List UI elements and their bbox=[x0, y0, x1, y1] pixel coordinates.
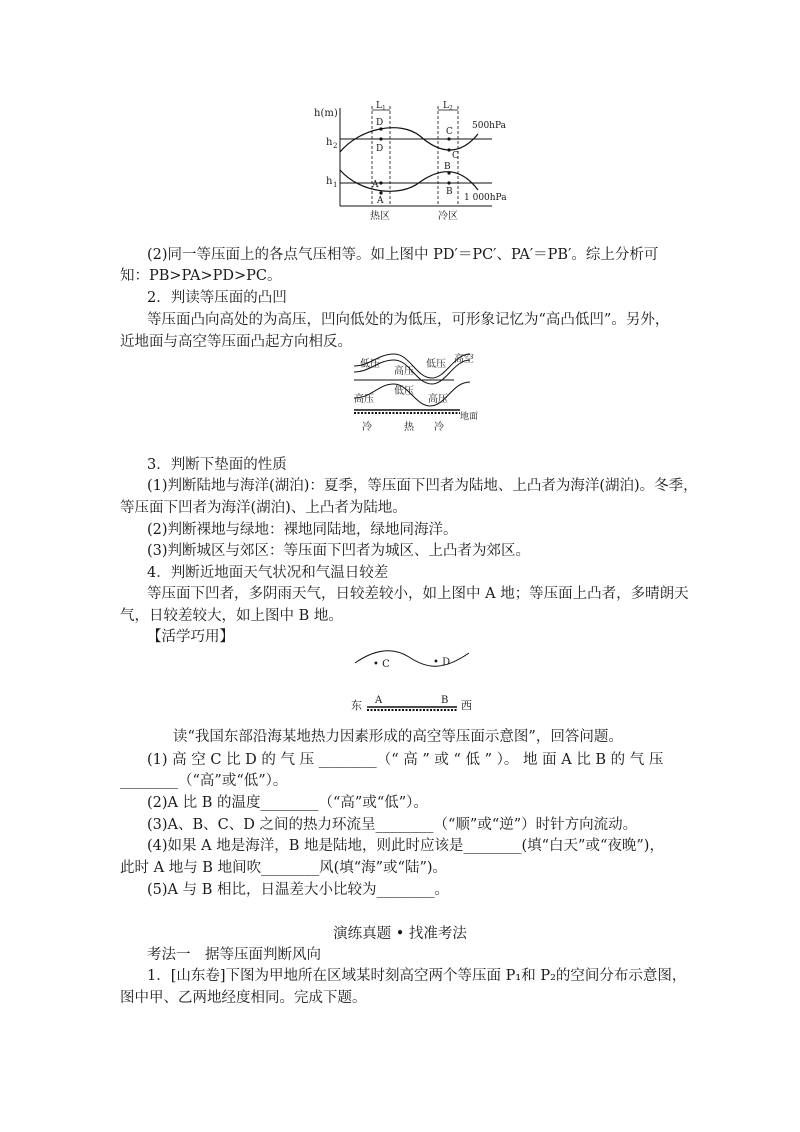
heading-3: 3．判断下垫面的性质 bbox=[147, 457, 287, 473]
point-a-label: A bbox=[375, 695, 383, 706]
question-2: (2)A 比 B 的温度________（“高”或“低”）。 bbox=[147, 795, 428, 811]
east-label: 东 bbox=[351, 699, 362, 712]
paragraph-point-2-line1: (2)同一等压面上的各点气压相等。如上图中 PD′＝PC′、PA′＝PB′。综上分析可 bbox=[147, 247, 659, 263]
hot-zone-label: 热区 bbox=[370, 211, 390, 222]
heading-practice: 【活学巧用】 bbox=[147, 629, 234, 645]
question-4-line2: 此时 A 地与 B 地间吹________风(填“海”或“陆”)。 bbox=[120, 860, 448, 876]
point-a: A bbox=[377, 196, 384, 206]
question-1-line2: ________（“高”或“低”）。 bbox=[120, 773, 288, 789]
isobar-1000-label: 1 000hPa bbox=[464, 193, 507, 203]
heading-2: 2．判读等压面的凸凹 bbox=[147, 290, 287, 306]
h2-label: h bbox=[326, 137, 333, 148]
paragraph-point-2-line2: 知：PB>PA>PD>PC。 bbox=[120, 268, 282, 284]
point-c-prime: C bbox=[446, 127, 453, 137]
label-upper-air: 高空 bbox=[454, 354, 474, 365]
question-5: (5)A 与 B 相比，日温差大小比较为________。 bbox=[147, 882, 449, 898]
paragraph-land-sea-line1: (1)判断陆地与海洋(湖泊)：夏季，等压面下凹者为陆地、上凸者为海洋(湖泊)。冬季， bbox=[147, 478, 698, 494]
l1-label: L bbox=[376, 101, 382, 111]
label-cold-right: 冷 bbox=[434, 422, 444, 433]
point-b: B bbox=[446, 187, 453, 197]
l1-sub: 1 bbox=[382, 105, 386, 112]
west-label: 西 bbox=[461, 699, 472, 712]
isobar-500-label: 500hPa bbox=[472, 121, 506, 131]
point-a-prime: A bbox=[372, 180, 379, 190]
label-low-left: 低压 bbox=[360, 359, 380, 370]
h2-sub: 2 bbox=[333, 142, 338, 150]
label-low-right: 低压 bbox=[426, 359, 446, 370]
exercise-1-line1: 1．[山东卷]下图为甲地所在区域某时刻高空两个等压面 P₁和 P₂的空间分布示意图， bbox=[147, 968, 687, 984]
point-d: D bbox=[376, 144, 384, 154]
h-axis-label: h(m) bbox=[314, 108, 338, 119]
l2-label: L bbox=[443, 101, 449, 111]
point-d-label: • D bbox=[433, 657, 451, 668]
paragraph-convex-line1: 等压面凸向高处的为高压，凹向低处的为低压，可形象记忆为“高凸低凹”。另外， bbox=[147, 312, 670, 328]
question-3: (3)A、B、C、D 之间的热力环流呈________（“顺”或“逆”）时针方向流动。 bbox=[147, 817, 638, 833]
paragraph-urban-suburb: (3)判断城区与郊区：等压面下凹者为城区、上凸者为郊区。 bbox=[147, 543, 531, 559]
cold-zone-label: 冷区 bbox=[438, 211, 458, 222]
coastal-isobar-diagram bbox=[345, 645, 485, 715]
question-intro: 读“我国东部沿海某地热力因素形成的高空等压面示意图”，回答问题。 bbox=[173, 729, 623, 745]
method-1-heading: 考法一 据等压面判断风向 bbox=[147, 947, 321, 963]
point-b-label: B bbox=[441, 695, 449, 706]
h1-sub: 1 bbox=[333, 181, 338, 189]
pressure-convexity-diagram bbox=[350, 352, 490, 434]
paragraph-bare-green: (2)判断裸地与绿地：裸地同陆地，绿地同海洋。 bbox=[147, 522, 458, 538]
paragraph-weather-line1: 等压面下凹者，多阴雨天气，日较差较小，如上图中 A 地；等压面上凸者，多晴朗天 bbox=[147, 586, 689, 602]
label-ground: 地面 bbox=[460, 412, 479, 422]
paragraph-convex-line2: 近地面与高空等压面凸起方向相反。 bbox=[120, 334, 352, 350]
point-c: C bbox=[452, 151, 459, 161]
label-cold-left: 冷 bbox=[362, 422, 372, 433]
label-high-left: 高压 bbox=[354, 394, 374, 405]
label-hot: 热 bbox=[404, 422, 414, 433]
l2-sub: 2 bbox=[449, 105, 453, 112]
point-b-prime: B bbox=[444, 162, 451, 172]
question-4-line1: (4)如果 A 地是海洋，B 地是陆地，则此时应该是________(填“白天”或“夜晚”)， bbox=[147, 838, 664, 854]
point-c-label: • C bbox=[373, 659, 390, 670]
heading-4: 4．判断近地面天气状况和气温日较差 bbox=[147, 565, 389, 581]
exercise-1-line2: 图中甲、乙两地经度相同。完成下题。 bbox=[120, 990, 367, 1006]
paragraph-weather-line2: 气，日较差较大，如上图中 B 地。 bbox=[120, 608, 343, 624]
isobaric-diagram bbox=[300, 98, 520, 226]
question-1-line1: (1) 高 空 C 比 D 的 气 压 ________（“ 高 ” 或 “ 低 ” ）。 地 面 A 比 B 的 气 压 bbox=[147, 752, 664, 768]
label-high-mid: 高压 bbox=[394, 366, 414, 377]
point-d-prime: D bbox=[376, 118, 384, 128]
h1-label: h bbox=[326, 176, 333, 187]
section-title: 演练真题 • 找准考法 bbox=[333, 926, 467, 942]
paragraph-land-sea-line2: 等压面下凹者为海洋(湖泊)、上凸者为陆地。 bbox=[120, 500, 407, 516]
label-low-mid: 低压 bbox=[394, 386, 414, 397]
label-high-right: 高压 bbox=[428, 394, 448, 405]
